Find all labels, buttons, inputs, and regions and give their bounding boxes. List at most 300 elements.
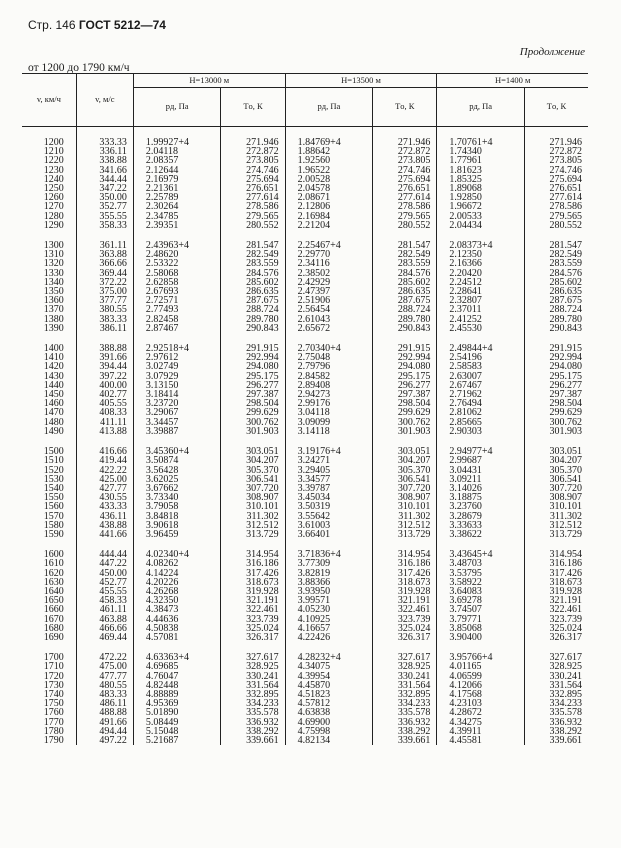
table-cell: 427.77 bbox=[76, 484, 133, 493]
table-cell: 300.762 bbox=[373, 418, 437, 427]
table-cell: 425.00 bbox=[76, 475, 133, 484]
table-cell: 283.559 bbox=[373, 259, 437, 268]
table-cell: 1.85325 bbox=[437, 175, 525, 184]
table-cell: 3.50319 bbox=[285, 502, 373, 511]
table-cell: 1580 bbox=[43, 519, 64, 531]
table-cell: 4.08262 bbox=[133, 559, 221, 568]
table-cell: 2.90303 bbox=[437, 427, 525, 436]
table-cell: 318.673 bbox=[373, 578, 437, 587]
table-cell: 419.44 bbox=[76, 456, 133, 465]
col-header-h2: H=13500 м bbox=[285, 74, 437, 88]
table-cell: 286.635 bbox=[524, 287, 588, 296]
table-cell: 1230 bbox=[43, 164, 64, 176]
table-cell: 2.04434 bbox=[437, 221, 525, 230]
table-cell: 317.426 bbox=[373, 569, 437, 578]
table-cell: 2.71962 bbox=[437, 390, 525, 399]
table-cell: 316.186 bbox=[221, 559, 285, 568]
table-cell: 330.241 bbox=[221, 672, 285, 681]
table-cell: 2.38502 bbox=[285, 269, 373, 278]
table-cell: 1250 bbox=[43, 183, 64, 195]
col-header-t3: Tо, К bbox=[524, 88, 588, 127]
table-cell: 291.915 bbox=[373, 344, 437, 353]
table-cell: 3.19176+4 bbox=[285, 447, 373, 456]
table-body bbox=[22, 127, 588, 746]
table-cell: 274.746 bbox=[221, 166, 285, 175]
table-cell: 308.907 bbox=[524, 493, 588, 502]
table-cell: 2.85665 bbox=[437, 418, 525, 427]
table-cell: 2.28641 bbox=[437, 287, 525, 296]
table-cell: 2.43963+4 bbox=[133, 241, 221, 250]
table-cell: 287.675 bbox=[373, 296, 437, 305]
table-cell: 1620 bbox=[43, 567, 64, 579]
table-cell: 2.00528 bbox=[285, 175, 373, 184]
table-cell: 3.04118 bbox=[285, 408, 373, 417]
table-cell: 339.661 bbox=[221, 736, 285, 745]
table-cell: 1650 bbox=[43, 595, 64, 607]
table-cell: 3.50874 bbox=[133, 456, 221, 465]
table-cell: 436.11 bbox=[76, 512, 133, 521]
table-cell: 402.77 bbox=[76, 390, 133, 399]
table-cell: 299.629 bbox=[221, 408, 285, 417]
table-cell: 295.175 bbox=[221, 372, 285, 381]
table-cell: 303.051 bbox=[221, 447, 285, 456]
table-cell: 488.88 bbox=[76, 708, 133, 717]
table-cell: 483.33 bbox=[76, 690, 133, 699]
table-cell: 3.74507 bbox=[437, 605, 525, 614]
table-cell: 1570 bbox=[43, 510, 64, 522]
table-cell: 491.66 bbox=[76, 718, 133, 727]
col-header-p1: pд, Па bbox=[133, 88, 221, 127]
table-cell: 311.302 bbox=[221, 512, 285, 521]
table-cell: 272.872 bbox=[524, 147, 588, 156]
table-cell: 388.88 bbox=[76, 344, 133, 353]
table-cell: 298.504 bbox=[373, 399, 437, 408]
table-cell: 311.302 bbox=[373, 512, 437, 521]
table-row bbox=[22, 221, 588, 230]
table-cell: 301.903 bbox=[221, 427, 285, 436]
table-cell: 2.47397 bbox=[285, 287, 373, 296]
table-cell: 322.461 bbox=[524, 605, 588, 614]
table-cell: 282.549 bbox=[524, 250, 588, 259]
table-cell: 447.22 bbox=[76, 559, 133, 568]
table-cell: 290.843 bbox=[373, 324, 437, 333]
table-cell: 4.51823 bbox=[285, 690, 373, 699]
table-cell: 294.080 bbox=[221, 362, 285, 371]
table-cell: 4.63838 bbox=[285, 708, 373, 717]
table-cell: 1610 bbox=[43, 558, 64, 570]
table-cell: 3.34457 bbox=[133, 418, 221, 427]
table-cell: 273.805 bbox=[524, 156, 588, 165]
table-cell: 2.04118 bbox=[133, 147, 221, 156]
table-cell: 3.96459 bbox=[133, 530, 221, 539]
table-cell: 304.207 bbox=[221, 456, 285, 465]
table-cell: 307.720 bbox=[524, 484, 588, 493]
table-cell: 1670 bbox=[43, 613, 64, 625]
table-cell: 430.55 bbox=[76, 493, 133, 502]
table-cell: 4.39911 bbox=[437, 727, 525, 736]
table-cell: 281.547 bbox=[524, 241, 588, 250]
col-header-t1: Tо, К bbox=[221, 88, 285, 127]
table-cell: 3.90618 bbox=[133, 521, 221, 530]
table-cell: 3.56428 bbox=[133, 466, 221, 475]
table-cell: 297.387 bbox=[373, 390, 437, 399]
table-cell: 450.00 bbox=[76, 569, 133, 578]
table-cell: 323.739 bbox=[373, 615, 437, 624]
table-cell: 277.614 bbox=[524, 193, 588, 202]
table-cell: 4.75998 bbox=[285, 727, 373, 736]
table-row bbox=[22, 427, 588, 436]
table-cell: 1660 bbox=[43, 604, 64, 616]
table-cell: 1.99927+4 bbox=[133, 138, 221, 147]
table-cell: 303.051 bbox=[373, 447, 437, 456]
table-cell: 1260 bbox=[43, 192, 64, 204]
table-cell: 4.20226 bbox=[133, 578, 221, 587]
table-cell: 2.72571 bbox=[133, 296, 221, 305]
table-cell: 297.387 bbox=[524, 390, 588, 399]
table-cell: 279.565 bbox=[221, 212, 285, 221]
table-cell: 312.512 bbox=[524, 521, 588, 530]
table-cell: 4.26268 bbox=[133, 587, 221, 596]
table-cell: 1590 bbox=[43, 528, 64, 540]
table-cell: 3.69278 bbox=[437, 596, 525, 605]
table-cell: 296.277 bbox=[524, 381, 588, 390]
page-number: Стр. 146 bbox=[28, 18, 76, 32]
table-cell: 463.88 bbox=[76, 615, 133, 624]
table-cell: 441.66 bbox=[76, 530, 133, 539]
table-cell: 2.20420 bbox=[437, 269, 525, 278]
col-header-p3: pд, Па bbox=[437, 88, 525, 127]
table-cell: 2.12806 bbox=[285, 202, 373, 211]
table-cell: 4.22426 bbox=[285, 633, 373, 642]
table-cell: 275.694 bbox=[221, 175, 285, 184]
table-cell: 313.729 bbox=[373, 530, 437, 539]
table-cell: 1270 bbox=[43, 201, 64, 213]
table-cell: 3.77309 bbox=[285, 559, 373, 568]
table-cell: 2.54196 bbox=[437, 353, 525, 362]
table-cell: 335.578 bbox=[221, 708, 285, 717]
table-cell: 2.12350 bbox=[437, 250, 525, 259]
table-cell: 314.954 bbox=[221, 550, 285, 559]
table-cell: 336.11 bbox=[76, 147, 133, 156]
table-cell: 307.720 bbox=[221, 484, 285, 493]
table-cell: 285.602 bbox=[524, 278, 588, 287]
table-cell: 336.932 bbox=[373, 718, 437, 727]
table-cell: 3.23760 bbox=[437, 502, 525, 511]
table-cell: 3.90400 bbox=[437, 633, 525, 642]
col-header-v-kmh: v, км/ч bbox=[22, 74, 76, 127]
table-cell: 3.33633 bbox=[437, 521, 525, 530]
table-cell: 3.53795 bbox=[437, 569, 525, 578]
table-cell: 289.780 bbox=[221, 315, 285, 324]
table-cell: 1750 bbox=[43, 698, 64, 710]
table-cell: 386.11 bbox=[76, 324, 133, 333]
table-cell: 3.07929 bbox=[133, 372, 221, 381]
table-cell: 316.186 bbox=[373, 559, 437, 568]
table-cell: 319.928 bbox=[373, 587, 437, 596]
table-cell: 330.241 bbox=[524, 672, 588, 681]
table-cell: 1400 bbox=[43, 343, 64, 355]
table-cell: 322.461 bbox=[373, 605, 437, 614]
table-cell: 4.45870 bbox=[285, 681, 373, 690]
table-cell: 332.895 bbox=[524, 690, 588, 699]
table-cell: 331.564 bbox=[373, 681, 437, 690]
table-cell: 311.302 bbox=[524, 512, 588, 521]
table-cell: 2.94977+4 bbox=[437, 447, 525, 456]
table-cell: 1780 bbox=[43, 725, 64, 737]
table-cell: 3.99571 bbox=[285, 596, 373, 605]
table-cell: 1460 bbox=[43, 398, 64, 410]
table-cell: 1640 bbox=[43, 585, 64, 597]
table-cell: 327.617 bbox=[524, 653, 588, 662]
table-cell: 369.44 bbox=[76, 269, 133, 278]
table-cell: 480.55 bbox=[76, 681, 133, 690]
table-cell: 2.21204 bbox=[285, 221, 373, 230]
table-cell: 334.233 bbox=[524, 699, 588, 708]
table-cell: 3.39787 bbox=[285, 484, 373, 493]
table-cell: 2.94273 bbox=[285, 390, 373, 399]
table-cell: 2.37011 bbox=[437, 305, 525, 314]
table-cell: 294.080 bbox=[524, 362, 588, 371]
table-cell: 2.16979 bbox=[133, 175, 221, 184]
table-cell: 4.34075 bbox=[285, 662, 373, 671]
table-cell: 335.578 bbox=[524, 708, 588, 717]
table-cell: 288.724 bbox=[373, 305, 437, 314]
table-cell: 1530 bbox=[43, 473, 64, 485]
table-cell: 5.08449 bbox=[133, 718, 221, 727]
table-cell: 4.01165 bbox=[437, 662, 525, 671]
table-cell: 2.67467 bbox=[437, 381, 525, 390]
table-cell: 317.426 bbox=[524, 569, 588, 578]
table-cell: 408.33 bbox=[76, 408, 133, 417]
table-cell: 292.994 bbox=[373, 353, 437, 362]
table-cell: 272.872 bbox=[221, 147, 285, 156]
table-cell: 281.547 bbox=[221, 241, 285, 250]
col-header-h1: H=13000 м bbox=[133, 74, 285, 88]
table-cell: 497.22 bbox=[76, 736, 133, 745]
table-cell: 2.92518+4 bbox=[133, 344, 221, 353]
table-cell: 405.55 bbox=[76, 399, 133, 408]
table-cell: 3.29405 bbox=[285, 466, 373, 475]
table-cell: 328.925 bbox=[221, 662, 285, 671]
table-cell: 411.11 bbox=[76, 418, 133, 427]
table-cell: 291.915 bbox=[221, 344, 285, 353]
table-cell: 3.39887 bbox=[133, 427, 221, 436]
table-cell: 5.01890 bbox=[133, 708, 221, 717]
table-cell: 298.504 bbox=[524, 399, 588, 408]
table-cell: 272.872 bbox=[373, 147, 437, 156]
table-cell: 3.79771 bbox=[437, 615, 525, 624]
table-cell: 4.63363+4 bbox=[133, 653, 221, 662]
table-cell: 279.565 bbox=[524, 212, 588, 221]
table-cell: 3.04431 bbox=[437, 466, 525, 475]
table-cell: 1540 bbox=[43, 482, 64, 494]
table-cell: 4.82448 bbox=[133, 681, 221, 690]
table-cell: 1740 bbox=[43, 688, 64, 700]
table-cell: 2.12644 bbox=[133, 166, 221, 175]
table-cell: 2.58068 bbox=[133, 269, 221, 278]
table-cell: 2.08357 bbox=[133, 156, 221, 165]
table-cell: 2.76494 bbox=[437, 399, 525, 408]
table-cell: 1500 bbox=[43, 446, 64, 458]
standard-id: ГОСТ 5212—74 bbox=[78, 18, 166, 32]
table-cell: 1440 bbox=[43, 379, 64, 391]
table-cell: 298.504 bbox=[221, 399, 285, 408]
table-cell: 1560 bbox=[43, 501, 64, 513]
table-cell: 452.77 bbox=[76, 578, 133, 587]
table-cell: 494.44 bbox=[76, 727, 133, 736]
table-cell: 335.578 bbox=[373, 708, 437, 717]
table-row bbox=[22, 736, 588, 745]
table-cell: 282.549 bbox=[373, 250, 437, 259]
table-cell: 3.14026 bbox=[437, 484, 525, 493]
table-cell: 458.33 bbox=[76, 596, 133, 605]
table-cell: 3.62025 bbox=[133, 475, 221, 484]
table-cell: 287.675 bbox=[221, 296, 285, 305]
table-cell: 290.843 bbox=[524, 324, 588, 333]
table-cell: 2.70340+4 bbox=[285, 344, 373, 353]
table-cell: 347.22 bbox=[76, 184, 133, 193]
table-cell: 2.62858 bbox=[133, 278, 221, 287]
table-cell: 1.89068 bbox=[437, 184, 525, 193]
table-cell: 4.28672 bbox=[437, 708, 525, 717]
table-cell: 3.84818 bbox=[133, 512, 221, 521]
table-cell: 281.547 bbox=[373, 241, 437, 250]
table-cell: 444.44 bbox=[76, 550, 133, 559]
table-cell: 305.370 bbox=[221, 466, 285, 475]
table-cell: 400.00 bbox=[76, 381, 133, 390]
table-cell: 1710 bbox=[43, 661, 64, 673]
table-cell: 1290 bbox=[43, 219, 64, 231]
table-cell: 271.946 bbox=[221, 138, 285, 147]
table-cell: 2.45530 bbox=[437, 324, 525, 333]
table-cell: 338.292 bbox=[524, 727, 588, 736]
table-cell: 3.38622 bbox=[437, 530, 525, 539]
table-cell: 1.92850 bbox=[437, 193, 525, 202]
table-cell: 279.565 bbox=[373, 212, 437, 221]
table-cell: 1430 bbox=[43, 370, 64, 382]
table-cell: 332.895 bbox=[373, 690, 437, 699]
table-cell: 333.33 bbox=[76, 138, 133, 147]
table-cell: 455.55 bbox=[76, 587, 133, 596]
table-cell: 3.67662 bbox=[133, 484, 221, 493]
table-cell: 295.175 bbox=[373, 372, 437, 381]
table-cell: 3.58922 bbox=[437, 578, 525, 587]
table-cell: 326.317 bbox=[373, 633, 437, 642]
table-cell: 2.48620 bbox=[133, 250, 221, 259]
table-cell: 326.317 bbox=[221, 633, 285, 642]
table-cell: 422.22 bbox=[76, 466, 133, 475]
table-cell: 336.932 bbox=[221, 718, 285, 727]
col-header-p2: pд, Па bbox=[285, 88, 373, 127]
table-cell: 438.88 bbox=[76, 521, 133, 530]
table-cell: 1680 bbox=[43, 622, 64, 634]
table-cell: 2.34116 bbox=[285, 259, 373, 268]
table-cell: 461.11 bbox=[76, 605, 133, 614]
table-cell: 2.56454 bbox=[285, 305, 373, 314]
table-cell: 1600 bbox=[43, 549, 64, 561]
table-cell: 314.954 bbox=[373, 550, 437, 559]
table-cell: 391.66 bbox=[76, 353, 133, 362]
table-cell: 1490 bbox=[43, 425, 64, 437]
table-cell: 301.903 bbox=[524, 427, 588, 436]
table-cell: 273.805 bbox=[221, 156, 285, 165]
table-cell: 325.024 bbox=[221, 624, 285, 633]
table-cell: 475.00 bbox=[76, 662, 133, 671]
table-cell: 338.88 bbox=[76, 156, 133, 165]
table-cell: 288.724 bbox=[221, 305, 285, 314]
range-label: от 1200 до 1790 км/ч bbox=[28, 62, 130, 74]
table-cell: 331.564 bbox=[524, 681, 588, 690]
table-cell: 1300 bbox=[43, 240, 64, 252]
table-cell: 275.694 bbox=[524, 175, 588, 184]
table-cell: 2.77493 bbox=[133, 305, 221, 314]
table-cell: 299.629 bbox=[373, 408, 437, 417]
table-cell: 4.50838 bbox=[133, 624, 221, 633]
table-cell: 1790 bbox=[43, 734, 64, 746]
table-cell: 3.29067 bbox=[133, 408, 221, 417]
table-cell: 1350 bbox=[43, 286, 64, 298]
table-cell: 278.586 bbox=[221, 202, 285, 211]
table-cell: 3.85068 bbox=[437, 624, 525, 633]
table-cell: 1510 bbox=[43, 455, 64, 467]
table-cell: 5.21687 bbox=[133, 736, 221, 745]
table-cell: 305.370 bbox=[373, 466, 437, 475]
table-cell: 4.02340+4 bbox=[133, 550, 221, 559]
table-cell: 1280 bbox=[43, 210, 64, 222]
table-cell: 327.617 bbox=[221, 653, 285, 662]
table-cell: 3.93950 bbox=[285, 587, 373, 596]
table-cell: 358.33 bbox=[76, 221, 133, 230]
table-cell: 339.661 bbox=[373, 736, 437, 745]
table-cell: 339.661 bbox=[524, 736, 588, 745]
table-cell: 2.08373+4 bbox=[437, 241, 525, 250]
table-cell: 3.43645+4 bbox=[437, 550, 525, 559]
table-cell: 2.30264 bbox=[133, 202, 221, 211]
table-cell: 284.576 bbox=[373, 269, 437, 278]
table-cell: 285.602 bbox=[373, 278, 437, 287]
table-cell: 319.928 bbox=[221, 587, 285, 596]
table-cell: 1770 bbox=[43, 716, 64, 728]
table-cell: 308.907 bbox=[373, 493, 437, 502]
table-cell: 318.673 bbox=[221, 578, 285, 587]
table-cell: 301.903 bbox=[373, 427, 437, 436]
table-cell: 1760 bbox=[43, 707, 64, 719]
table-cell: 332.895 bbox=[221, 690, 285, 699]
table-cell: 2.75048 bbox=[285, 353, 373, 362]
table-cell: 289.780 bbox=[524, 315, 588, 324]
table-cell: 274.746 bbox=[373, 166, 437, 175]
table-cell: 4.44636 bbox=[133, 615, 221, 624]
table-cell: 2.65672 bbox=[285, 324, 373, 333]
table-cell: 4.06599 bbox=[437, 672, 525, 681]
table-cell: 361.11 bbox=[76, 241, 133, 250]
table-cell: 283.559 bbox=[524, 259, 588, 268]
table-cell: 275.694 bbox=[373, 175, 437, 184]
table-cell: 1240 bbox=[43, 173, 64, 185]
table-cell: 3.45360+4 bbox=[133, 447, 221, 456]
table-cell: 2.00533 bbox=[437, 212, 525, 221]
table-cell: 319.928 bbox=[524, 587, 588, 596]
table-cell: 469.44 bbox=[76, 633, 133, 642]
table-cell: 2.81062 bbox=[437, 408, 525, 417]
table-cell: 286.635 bbox=[221, 287, 285, 296]
table-cell: 3.73340 bbox=[133, 493, 221, 502]
table-cell: 300.762 bbox=[221, 418, 285, 427]
table-cell: 2.67693 bbox=[133, 287, 221, 296]
table-cell: 280.552 bbox=[373, 221, 437, 230]
table-cell: 1480 bbox=[43, 416, 64, 428]
page-header bbox=[28, 18, 166, 32]
